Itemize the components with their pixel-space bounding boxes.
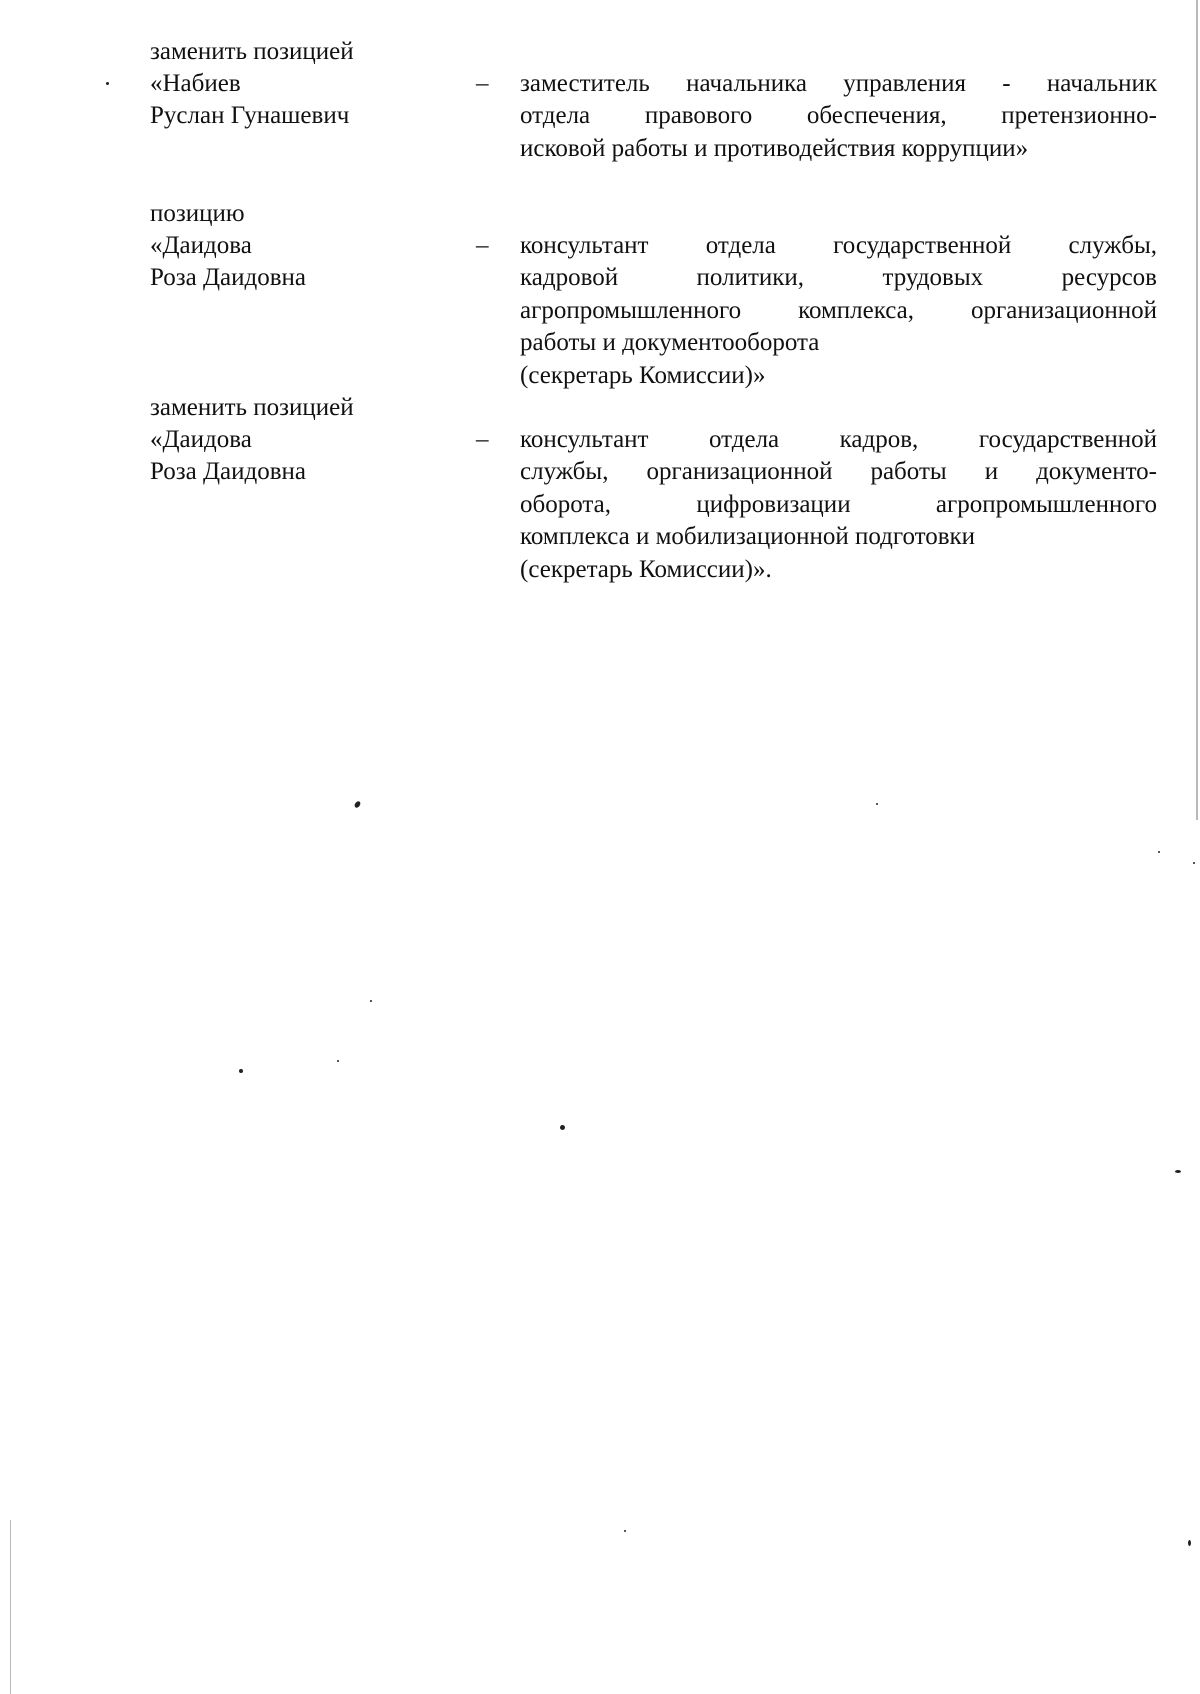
person-name-line2: Руслан Гунашевич [150, 102, 350, 129]
person-name [150, 68, 349, 132]
scan-speck [624, 1530, 626, 1532]
separator-dash: – [476, 70, 489, 97]
scan-speck [337, 1060, 339, 1062]
person-name [150, 230, 306, 294]
description-line: консультант отдела кадров, государственной [520, 426, 1157, 453]
entry-action-label: заменить позицией [150, 394, 354, 421]
scan-edge-line [10, 1520, 11, 1694]
person-name-line1: «Даидова [150, 426, 252, 453]
scan-speck [1158, 851, 1160, 853]
description-line: консультант отдела государственной службы, [520, 232, 1157, 259]
scan-edge-line [1196, 0, 1198, 820]
description-line: исковой работы и противодействия коррупции» [520, 134, 1029, 162]
person-name [150, 424, 306, 488]
separator-dash: – [476, 232, 489, 259]
scan-speck [1175, 1170, 1181, 1173]
person-name-line2: Роза Даидовна [150, 264, 307, 291]
description-line: работы и документооборота [520, 329, 820, 357]
scan-speck [353, 800, 361, 809]
description-line: (секретарь Комиссии)». [520, 555, 772, 583]
entry-action-label: позицию [150, 200, 245, 227]
description-line: отдела правового обеспечения, претензионно- [520, 102, 1157, 130]
position-description [520, 68, 1157, 165]
separator-dash: – [476, 426, 489, 453]
scan-speck [370, 1000, 372, 1002]
scan-speck [1188, 1540, 1191, 1546]
person-name-line1: «Набиев [150, 70, 241, 97]
scan-speck [106, 82, 109, 85]
description-line: оборота, цифровизации агропромышленного [520, 490, 1157, 518]
scan-speck [560, 1125, 565, 1130]
position-description [520, 230, 1157, 392]
entry-action-label: заменить позицией [150, 38, 354, 65]
person-name-line2: Роза Даидовна [150, 458, 307, 485]
description-line: службы, организационной работы и документо- [520, 458, 1157, 486]
description-line: агропромышленного комплекса, организационной [520, 296, 1157, 324]
description-line: комплекса и мобилизационной подготовки [520, 523, 976, 551]
description-line: заместитель начальника управления - начальник [520, 70, 1157, 97]
description-line: (секретарь Комиссии)» [520, 361, 766, 389]
person-name-line1: «Даидова [150, 232, 252, 259]
scan-speck [239, 1069, 243, 1073]
position-description [520, 424, 1157, 586]
scan-speck [1193, 862, 1195, 864]
scan-speck [876, 803, 878, 805]
description-line: кадровой политики, трудовых ресурсов [520, 264, 1157, 292]
